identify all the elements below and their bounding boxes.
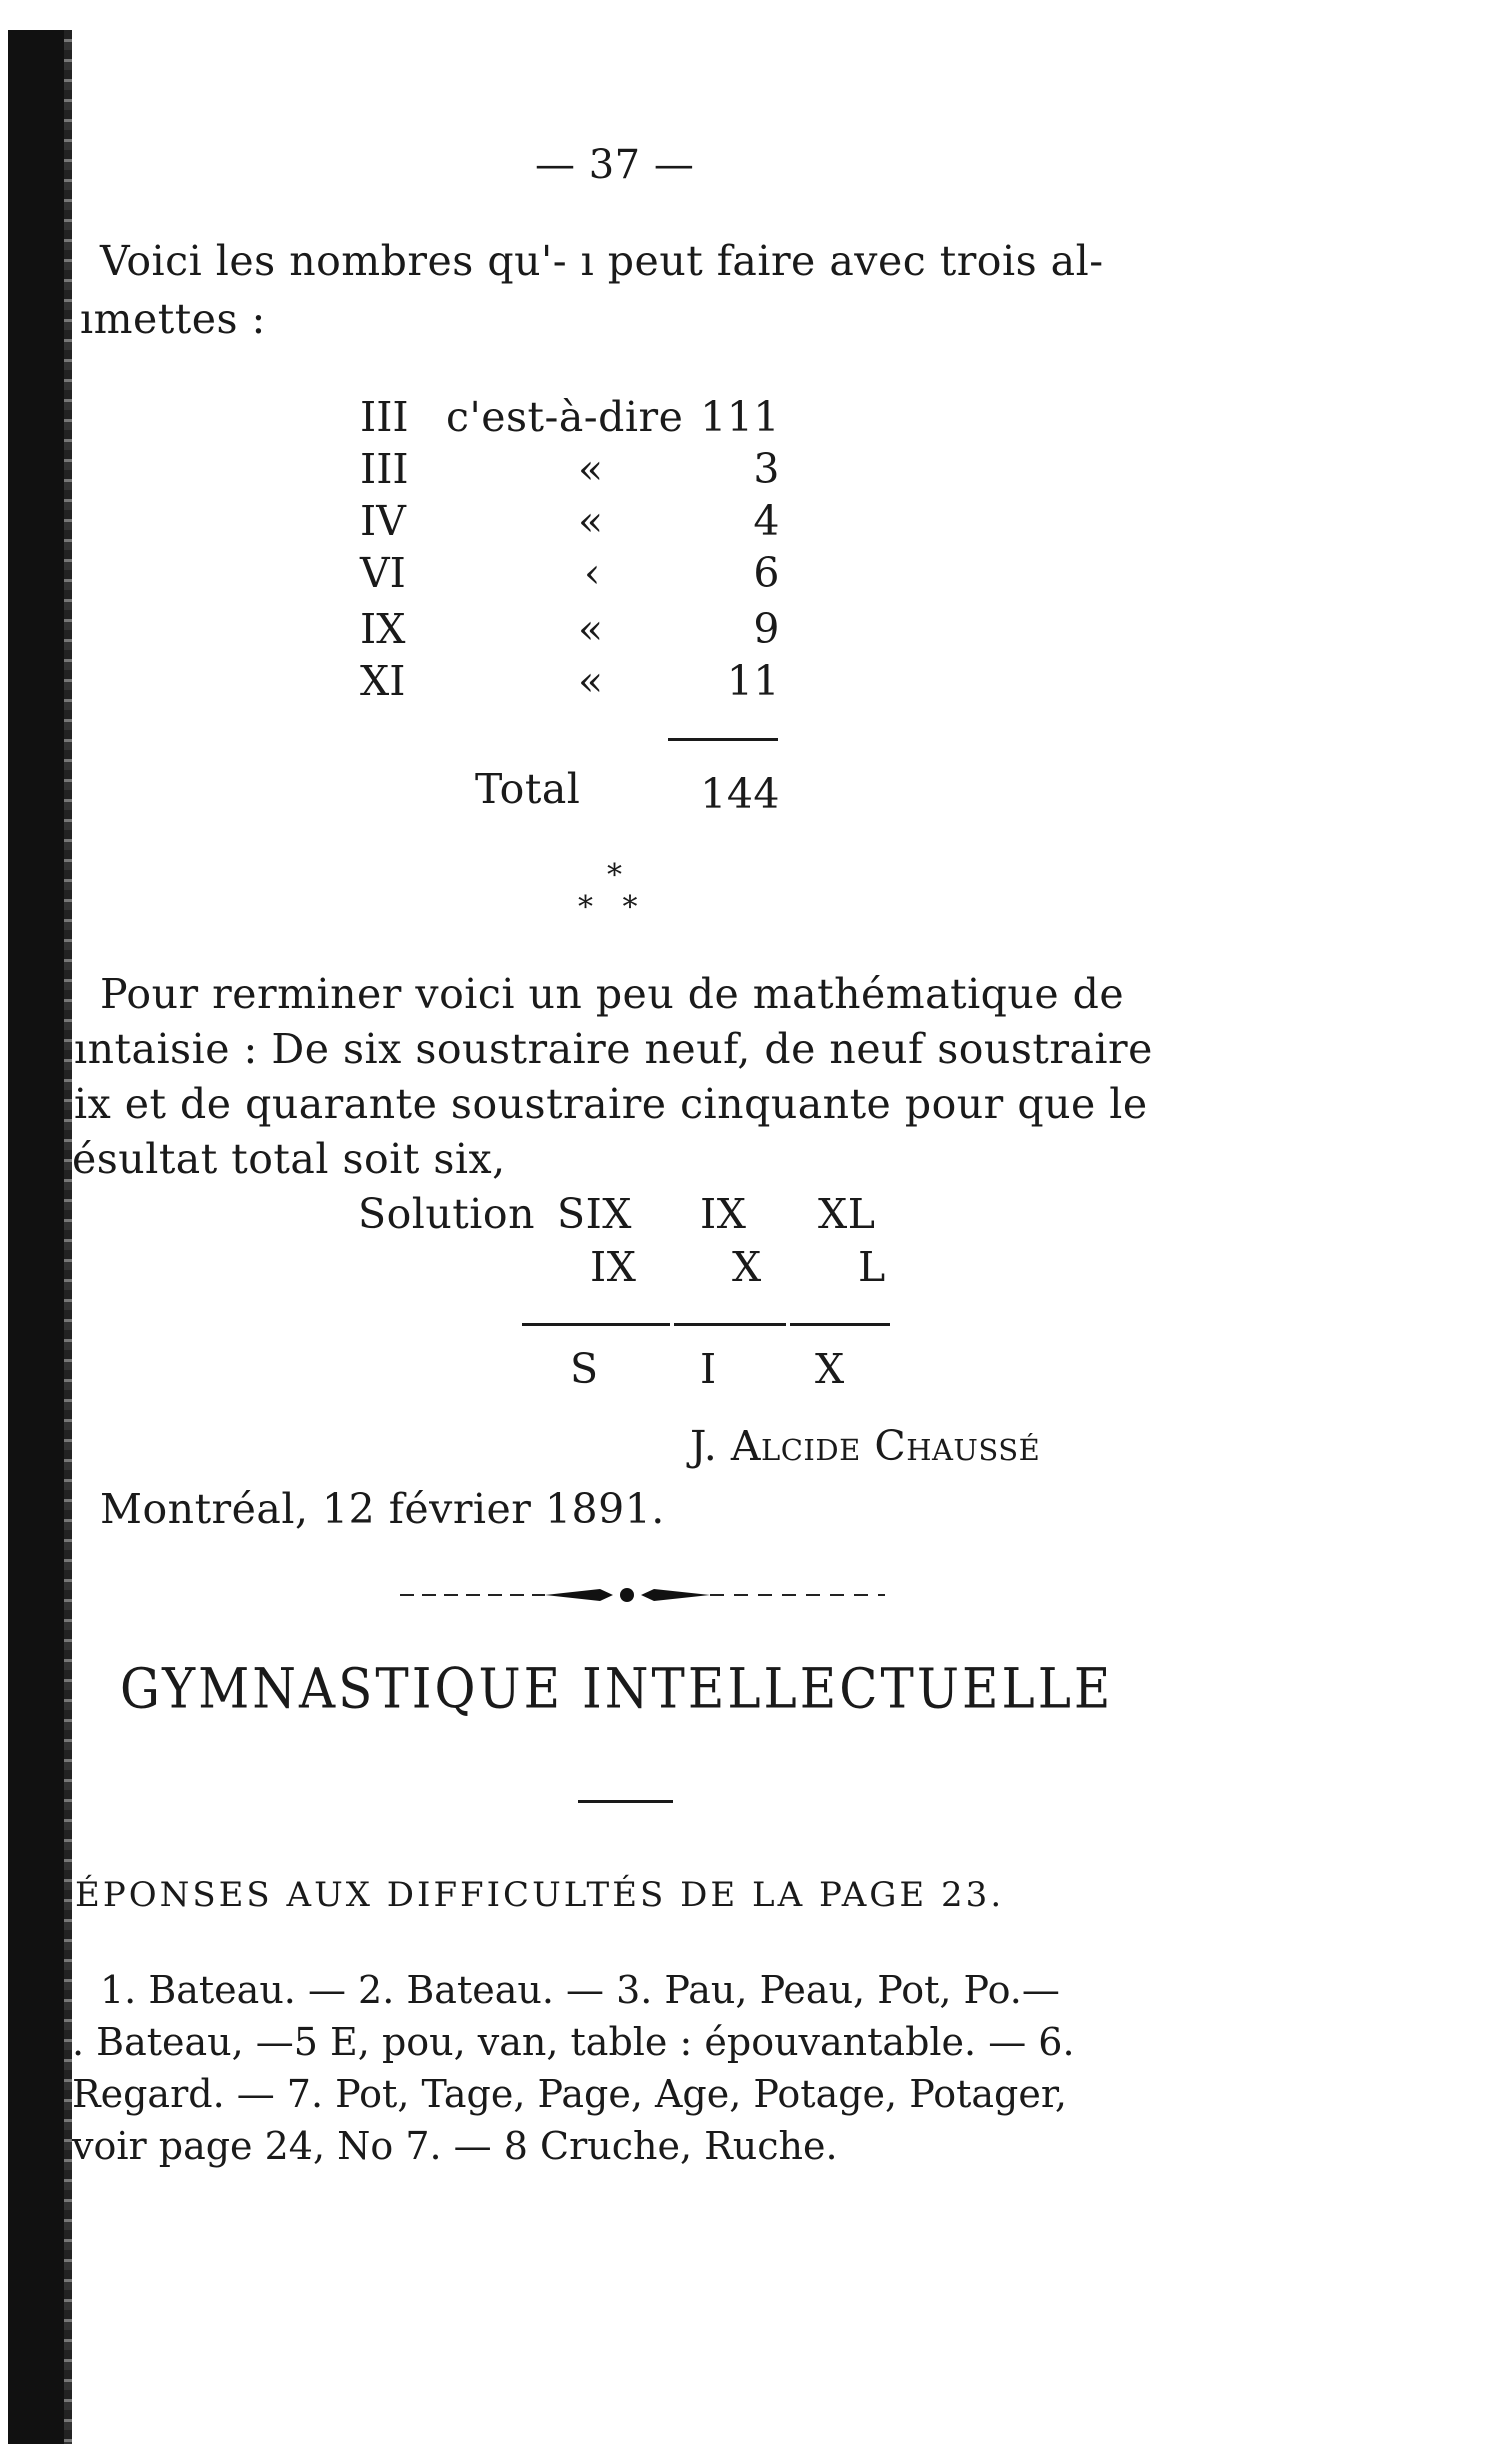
- signature-first-name: Alcide: [730, 1422, 861, 1470]
- ditto-mark: ‹: [584, 549, 601, 597]
- section-subtitle: ÉPONSES AUX DIFFICULTÉS DE LA PAGE 23.: [75, 1875, 1005, 1915]
- answers-line-3: Regard. — 7. Pot, Tage, Page, Age, Potage, Potager,: [72, 2072, 1067, 2116]
- solution-label: Solution: [358, 1190, 535, 1238]
- solution-bottom-3: L: [858, 1243, 886, 1291]
- roman-numeral: III: [360, 393, 409, 441]
- dateline: Montréal, 12 février 1891.: [100, 1485, 665, 1533]
- solution-top-2: IX: [700, 1190, 747, 1238]
- signature-last-name: Chaussé: [874, 1422, 1041, 1470]
- ditto-mark: c'est-à-dire: [446, 393, 684, 441]
- book-binding-shadow: [8, 30, 70, 2444]
- solution-bottom-1: IX: [590, 1243, 637, 1291]
- section-title: GYMNASTIQUE INTELLECTUELLE: [120, 1657, 1114, 1721]
- roman-numeral: IV: [360, 497, 406, 545]
- roman-numeral: III: [360, 445, 409, 493]
- solution-result-1: S: [570, 1345, 599, 1393]
- answers-line-1: 1. Bateau. — 2. Bateau. — 3. Pau, Peau, Pot, Po.—: [100, 1968, 1060, 2012]
- asterism-bottom: * *: [578, 890, 648, 925]
- asterism-top: *: [607, 858, 622, 893]
- sum-rule: [668, 738, 778, 741]
- answers-line-4: voir page 24, No 7. — 8 Cruche, Ruche.: [72, 2124, 838, 2168]
- intro-line-2: ımettes :: [80, 295, 266, 343]
- puzzle-line-3: ix et de quarante soustraire cinquante pour que le: [74, 1080, 1148, 1128]
- puzzle-line-2: ıntaisie : De six soustraire neuf, de neuf soustraire: [74, 1025, 1153, 1073]
- roman-numeral: XI: [360, 657, 406, 705]
- solution-rule-3: [790, 1323, 890, 1326]
- binding-edge: [64, 30, 72, 2444]
- total-value: 144: [700, 770, 780, 818]
- solution-top-1: SIX: [557, 1190, 632, 1238]
- solution-rule-1: [522, 1323, 670, 1326]
- solution-result-3: X: [815, 1345, 845, 1393]
- roman-numeral: IX: [360, 605, 406, 653]
- intro-line-1: Voici les nombres qu'- ı peut faire avec trois al-: [100, 237, 1104, 285]
- ditto-mark: «: [578, 497, 604, 545]
- ditto-mark: «: [578, 605, 604, 653]
- ditto-mark: «: [578, 445, 604, 493]
- value: 6: [753, 549, 780, 597]
- value: 111: [700, 393, 780, 441]
- signature-initial: J.: [690, 1422, 718, 1470]
- solution-result-2: I: [700, 1345, 717, 1393]
- value: 4: [753, 497, 780, 545]
- total-label: Total: [475, 765, 581, 813]
- title-rule: [578, 1800, 673, 1803]
- solution-rule-2: [674, 1323, 786, 1326]
- signature: [690, 1422, 1040, 1470]
- solution-bottom-2: X: [732, 1243, 762, 1291]
- roman-numeral: VI: [360, 549, 406, 597]
- puzzle-line-1: Pour rerminer voici un peu de mathématique de: [100, 970, 1125, 1018]
- value: 3: [753, 445, 780, 493]
- puzzle-line-4: ésultat total soit six,: [72, 1135, 506, 1183]
- ditto-mark: «: [578, 657, 604, 705]
- answers-line-2: . Bateau, —5 E, pou, van, table : épouvantable. — 6.: [72, 2020, 1075, 2064]
- value: 11: [726, 657, 780, 705]
- value: 9: [753, 605, 780, 653]
- ornament-divider: [395, 1580, 895, 1610]
- solution-top-3: XL: [818, 1190, 876, 1238]
- page-number: — 37 —: [535, 142, 695, 188]
